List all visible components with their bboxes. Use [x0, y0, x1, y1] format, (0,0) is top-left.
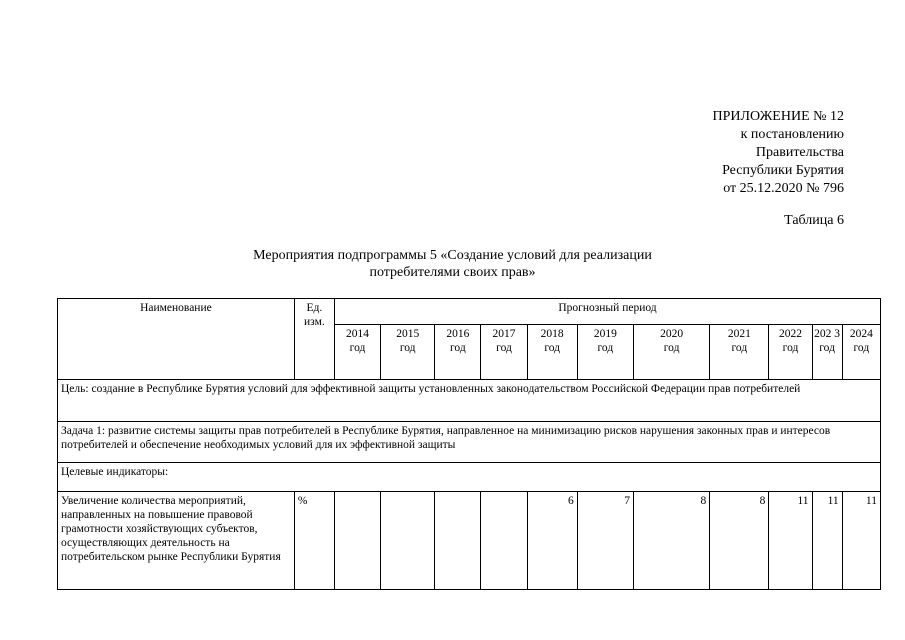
indicator-value-2019: 7	[577, 492, 633, 590]
header-forecast-period: Прогнозный период	[334, 299, 880, 325]
year-header-2022: 2022 год	[769, 325, 812, 380]
year-header-2014: 2014 год	[334, 325, 380, 380]
indicator-value-2021: 8	[710, 492, 769, 590]
document-title	[200, 247, 705, 281]
indicator-value-2020: 8	[633, 492, 709, 590]
indicator-value-2016	[435, 492, 481, 590]
indicator-name: Увеличение количества мероприятий, направленных на повышение правовой грамотности хозяйствующих субъектов, осуществляющих деятельность на потребительском рынке Республики Бурятия	[58, 492, 295, 590]
indicator-value-2015	[381, 492, 435, 590]
indicator-row	[58, 492, 881, 590]
appendix-number: ПРИЛОЖЕНИЕ № 12	[712, 109, 844, 124]
indicators-label-row: Целевые индикаторы:	[58, 463, 881, 492]
table-label: Таблица 6	[784, 213, 844, 228]
header-unit: Ед. изм.	[294, 299, 334, 380]
year-header-2019: 2019 год	[577, 325, 633, 380]
year-header-2018: 2018 год	[527, 325, 577, 380]
indicator-unit: %	[294, 492, 334, 590]
appendix-header	[713, 108, 845, 198]
document-title-line2: потребителями своих прав»	[369, 265, 536, 280]
year-header-2015: 2015 год	[381, 325, 435, 380]
appendix-government-line: Правительства	[755, 145, 844, 160]
document-title-line1: Мероприятия подпрограммы 5 «Создание условий для реализации	[253, 248, 652, 263]
indicator-value-2014	[334, 492, 380, 590]
indicator-value-2023: 11	[812, 492, 842, 590]
measures-table	[57, 298, 881, 590]
indicator-value-2017	[481, 492, 527, 590]
task-row: Задача 1: развитие системы защиты прав потребителей в Республике Бурятия, направленное на минимизацию рисков нарушения законных прав и интересов потребителей и обеспечение необходимых условий для их эффективной защиты	[58, 422, 881, 463]
appendix-republic-line: Республики Бурятия	[722, 163, 844, 178]
year-header-2021: 2021 год	[710, 325, 769, 380]
indicator-value-2022: 11	[769, 492, 812, 590]
year-header-2024: 2024 год	[842, 325, 880, 380]
indicator-value-2024: 11	[842, 492, 880, 590]
header-name: Наименование	[58, 299, 295, 380]
goal-row: Цель: создание в Республике Бурятия условий для эффективной защиты установленных законодательством Российской Федерации прав потребителей	[58, 380, 881, 422]
appendix-resolution-line: к постановлению	[740, 127, 844, 142]
year-header-2017: 2017 год	[481, 325, 527, 380]
appendix-date-line: от 25.12.2020 № 796	[723, 181, 844, 196]
year-header-2016: 2016 год	[435, 325, 481, 380]
year-header-2023: 202 3 год	[812, 325, 842, 380]
year-header-2020: 2020 год	[633, 325, 709, 380]
indicator-value-2018: 6	[527, 492, 577, 590]
